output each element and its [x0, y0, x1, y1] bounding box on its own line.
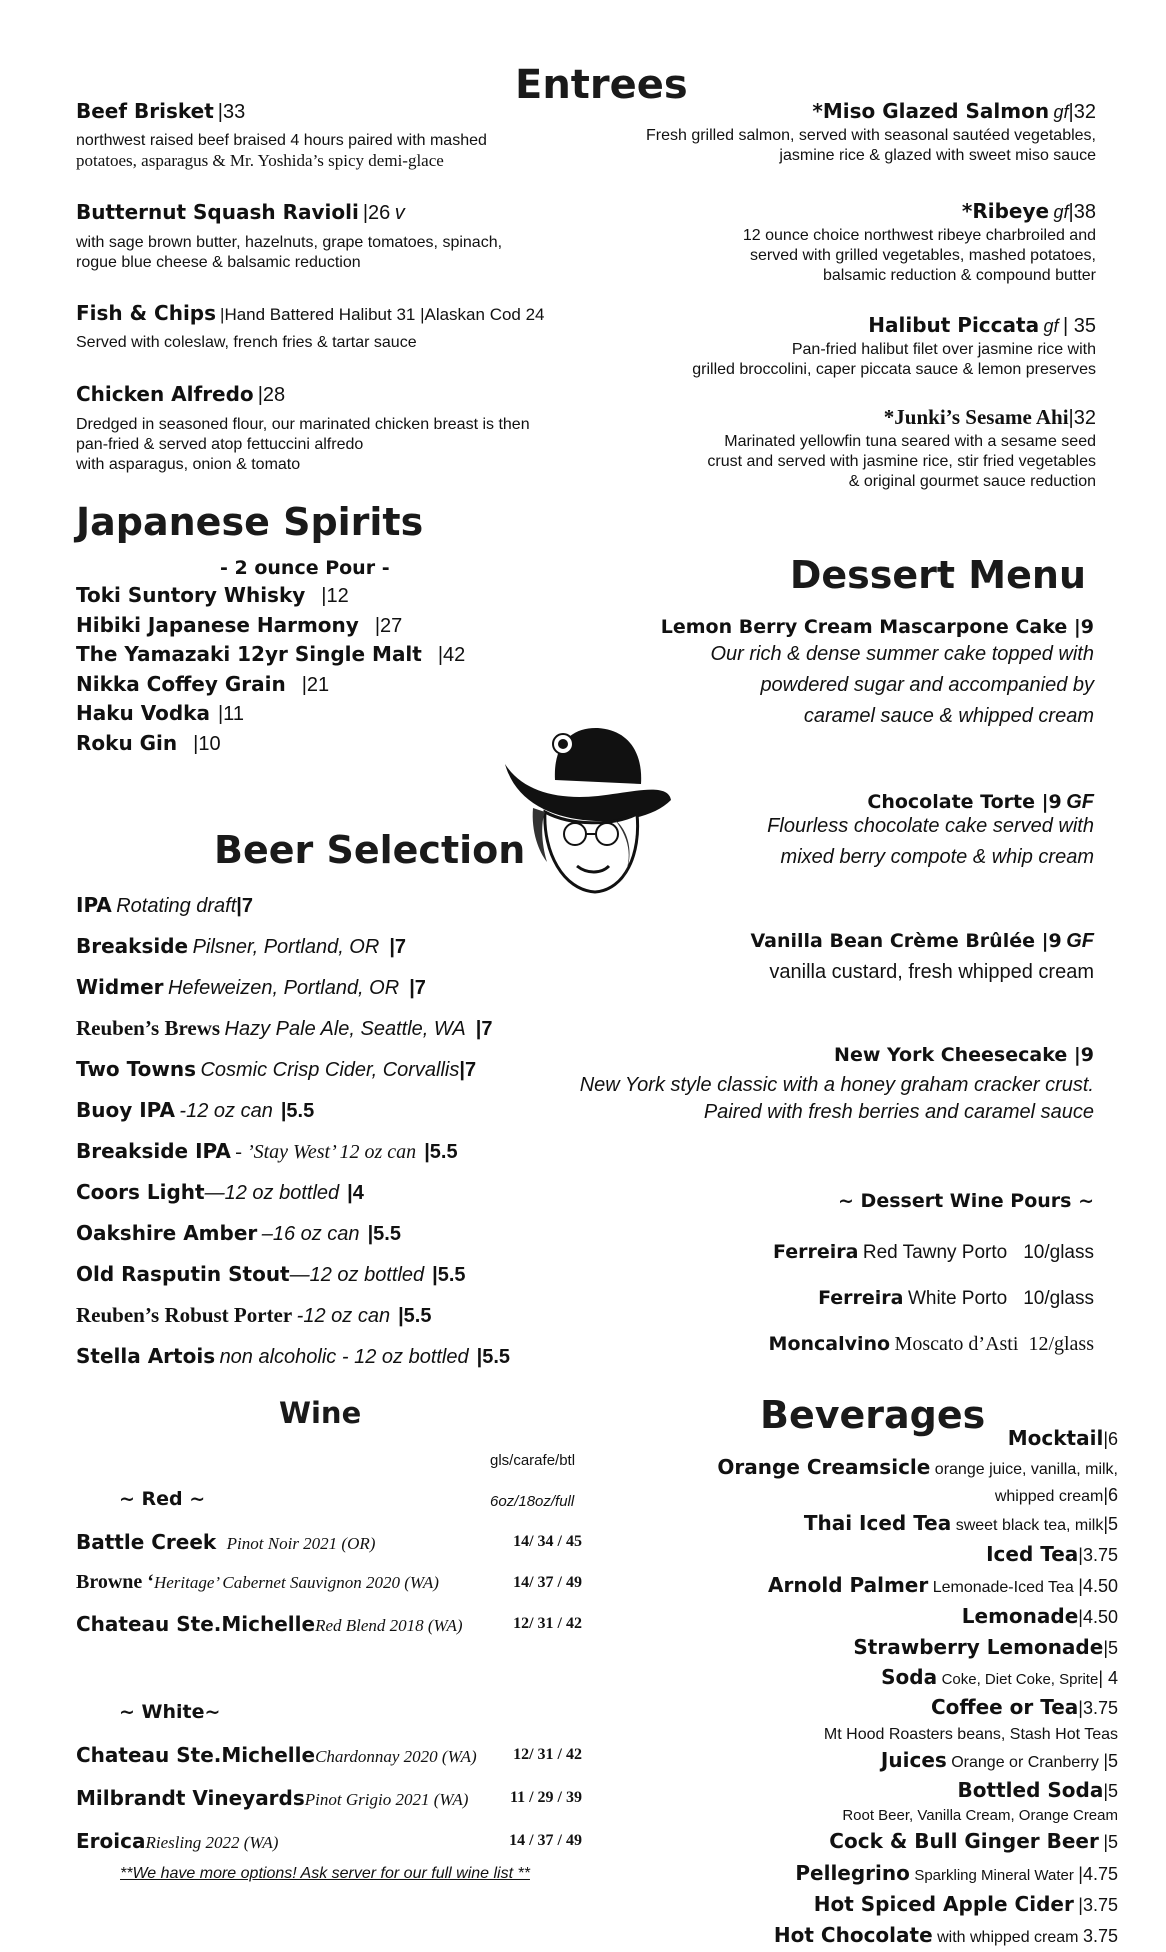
- wine-item: Milbrandt VineyardsPinot Grigio 2021 (WA) 11 / 29 / 39: [76, 1786, 582, 1810]
- spirit-item: Toki Suntory Whisky |12: [76, 583, 349, 607]
- wine-item: Chateau Ste.MichelleChardonnay 2020 (WA) 12/ 31 / 42: [76, 1743, 582, 1767]
- item-name: Chocolate Torte |9: [867, 791, 1062, 813]
- item-name: Fish & Chips: [76, 301, 217, 325]
- entrees-title: Entrees: [515, 62, 688, 108]
- item-name: Halibut Piccata: [868, 313, 1040, 337]
- dessert-wine-list: [594, 1230, 1094, 1368]
- entree-chicken-alfredo: [76, 382, 596, 475]
- item-desc: Fresh grilled salmon, served with seasonal sautéed vegetables, jasmine rice & glazed with sweet miso sauce: [645, 127, 1096, 164]
- item-name: *Miso Glazed Salmon: [812, 99, 1050, 123]
- entree-fish-chips: [76, 301, 596, 353]
- dessert-creme-brulee: [494, 930, 1094, 988]
- spirit-item: Nikka Coffey Grain |21: [76, 671, 330, 696]
- beverage-item: Mt Hood Roasters beans, Stash Hot Teas: [823, 1726, 1118, 1743]
- item-name: Beef Brisket: [76, 99, 214, 123]
- dessert-lemon-berry-cake: [494, 616, 1094, 732]
- item-price: |38: [1068, 201, 1096, 223]
- beverage-item: Arnold Palmer Lemonade-Iced Tea |4.50: [768, 1573, 1118, 1597]
- gluten-free-tag: gf: [1043, 316, 1059, 336]
- beverage-item: Bottled Soda|5: [957, 1778, 1118, 1802]
- beer-item: Reuben’s Robust Porter -12 oz can |5.5: [76, 1303, 432, 1327]
- beverages-list: [658, 1425, 1118, 1952]
- item-desc: Served with coleslaw, french fries & tartar sauce: [76, 334, 417, 351]
- beer-item: Old Rasputin Stout—12 oz bottled |5.5: [76, 1262, 466, 1286]
- wine-item: Chateau Ste.MichelleRed Blend 2018 (WA) 12/ 31 / 42: [76, 1612, 582, 1636]
- gluten-free-tag: gf: [1053, 202, 1069, 222]
- beverage-item: Juices Orange or Cranberry |5: [880, 1748, 1118, 1772]
- dessert-ny-cheesecake: [494, 1044, 1094, 1126]
- wine-list-footer: **We have more options! Ask server for our full wine list **: [120, 1865, 530, 1882]
- dessert-wine-item: Ferreira Red Tawny Porto 10/glass: [772, 1241, 1094, 1263]
- wine-item: Browne ‘Heritage’ Cabernet Sauvignon 2020 (WA) 14/ 37 / 49: [76, 1571, 582, 1593]
- item-desc: Our rich & dense summer cake topped with powdered sugar and accompanied by caramel sauce & whipped cream: [710, 643, 1094, 727]
- dessert-title: Dessert Menu: [789, 553, 1086, 597]
- dessert-wine-title: ~ Dessert Wine Pours ~: [838, 1190, 1094, 1212]
- spirits-pour-size: - 2 ounce Pour -: [220, 557, 390, 579]
- item-price: |28: [257, 384, 286, 406]
- spirits-title: Japanese Spirits: [76, 500, 424, 544]
- spirit-item: Haku Vodka |11: [76, 701, 244, 725]
- beer-title: Beer Selection: [214, 828, 526, 872]
- entree-sesame-ahi: [536, 405, 1096, 492]
- dessert-wine-item: Moncalvino Moscato d’Asti 12/glass: [768, 1333, 1094, 1355]
- gluten-free-tag: gf: [1053, 102, 1069, 122]
- beverage-item: Soda Coke, Diet Coke, Sprite| 4: [881, 1665, 1118, 1689]
- gluten-free-tag: GF: [1066, 791, 1094, 813]
- spirit-item: Hibiki Japanese Harmony |27: [76, 612, 403, 637]
- beverage-item: Thai Iced Tea sweet black tea, milk|5: [803, 1511, 1118, 1535]
- spirit-item: Roku Gin |10: [76, 730, 221, 755]
- spirits-list: [76, 582, 465, 759]
- item-desc: vanilla custard, fresh whipped cream: [769, 961, 1094, 983]
- beer-item: Buoy IPA -12 oz can |5.5: [76, 1098, 315, 1122]
- item-desc: northwest raised beef braised 4 hours paired with mashed potatoes, asparagus & Mr. Yoshida’s spicy demi-glace: [76, 132, 487, 170]
- item-price: |Hand Battered Halibut 31 |Alaskan Cod 24: [220, 305, 545, 324]
- dessert-wine-item: Ferreira White Porto 10/glass: [818, 1287, 1094, 1309]
- gluten-free-tag: GF: [1066, 930, 1094, 952]
- beer-list: [76, 886, 510, 1378]
- item-desc: Flourless chocolate cake served with mixed berry compote & whip cream: [767, 815, 1094, 868]
- entree-beef-brisket: [76, 99, 576, 171]
- item-name: Vanilla Bean Crème Brûlée |9: [750, 930, 1062, 952]
- beer-item: Oakshire Amber –16 oz can |5.5: [76, 1221, 401, 1245]
- beer-item: Stella Artois non alcoholic - 12 oz bottled |5.5: [76, 1344, 511, 1368]
- wine-item: EroicaRiesling 2022 (WA) 14 / 37 / 49: [76, 1829, 582, 1853]
- item-price: |33: [217, 101, 246, 123]
- entree-ribeye: [536, 199, 1096, 286]
- vegetarian-tag: v: [394, 202, 405, 224]
- item-name: *Ribeye: [961, 199, 1050, 223]
- item-desc: 12 ounce choice northwest ribeye charbroiled and served with grilled vegetables, mashed potatoes, balsamic reduction & compound butter: [742, 227, 1096, 284]
- beer-item: Coors Light—12 oz bottled |4: [76, 1180, 364, 1204]
- wine-red-title: ~ Red ~: [119, 1488, 206, 1510]
- item-price: | 35: [1063, 315, 1096, 337]
- beverage-item: Mocktail|6: [1007, 1426, 1118, 1450]
- beer-item: Breakside Pilsner, Portland, OR |7: [76, 934, 407, 958]
- item-price: |26: [362, 202, 391, 224]
- item-desc: Dredged in seasoned flour, our marinated chicken breast is then pan-fried & served atop fettuccini alfredo with asparagus, onion & tomato: [76, 416, 530, 473]
- beverage-item: Pellegrino Sparkling Mineral Water |4.75: [795, 1861, 1118, 1885]
- item-name: Butternut Squash Ravioli: [76, 200, 359, 224]
- beverage-item: Lemonade|4.50: [961, 1604, 1118, 1628]
- item-name: New York Cheesecake |9: [834, 1044, 1094, 1066]
- beverage-item: Hot Spiced Apple Cider |3.75: [813, 1892, 1118, 1916]
- beverage-item: Iced Tea|3.75: [986, 1542, 1118, 1566]
- item-name: Lemon Berry Cream Mascarpone Cake |9: [660, 616, 1094, 638]
- dessert-chocolate-torte: [494, 791, 1094, 873]
- beer-item: Reuben’s Brews Hazy Pale Ale, Seattle, WA |7: [76, 1016, 493, 1040]
- beverage-item: Orange Creamsicle orange juice, vanilla, milk,: [717, 1455, 1118, 1479]
- item-desc: Marinated yellowfin tuna seared with a sesame seed crust and served with jasmine rice, stir fried vegetables & original gourmet sauce reduction: [707, 433, 1096, 490]
- item-name: *Junki’s Sesame Ahi: [883, 405, 1069, 429]
- beer-item: Two Towns Cosmic Crisp Cider, Corvallis|7: [76, 1057, 477, 1081]
- wine-pour-sizes: 6oz/18oz/full: [490, 1493, 575, 1510]
- beverage-item: Hot Chocolate with whipped cream 3.75: [773, 1923, 1118, 1947]
- entree-butternut-ravioli: [76, 200, 576, 273]
- beverage-item: Coffee or Tea|3.75: [930, 1695, 1118, 1719]
- item-price: |32: [1068, 101, 1096, 123]
- beverage-item: Strawberry Lemonade|5: [853, 1635, 1118, 1659]
- item-desc: Pan-fried halibut filet over jasmine rice with grilled broccolini, caper piccata sauce & lemon preserves: [692, 341, 1096, 378]
- wine-white-title: ~ White~: [119, 1701, 221, 1723]
- entree-halibut-piccata: [536, 313, 1096, 380]
- beverages-title: Beverages: [760, 1393, 986, 1437]
- wine-red-list: [76, 1530, 596, 1653]
- entree-miso-salmon: [536, 99, 1096, 166]
- spirit-item: The Yamazaki 12yr Single Malt |42: [76, 642, 466, 666]
- wine-title: Wine: [279, 1396, 362, 1430]
- wine-column-header: gls/carafe/btl: [490, 1452, 576, 1469]
- beer-item: Widmer Hefeweizen, Portland, OR |7: [76, 975, 426, 999]
- beer-item: Breakside IPA - ’Stay West’ 12 oz can |5.5: [76, 1139, 458, 1163]
- item-desc: New York style classic with a honey graham cracker crust. Paired with fresh berries and caramel sauce: [579, 1074, 1094, 1123]
- beverage-item: Cock & Bull Ginger Beer |5: [829, 1829, 1118, 1853]
- wine-item: Battle Creek Pinot Noir 2021 (OR) 14/ 34 / 45: [76, 1530, 582, 1554]
- wine-white-list: [76, 1743, 596, 1872]
- beverage-item: Root Beer, Vanilla Cream, Orange Cream: [842, 1807, 1118, 1824]
- beverage-item: whipped cream|6: [994, 1485, 1118, 1505]
- beer-item: IPA Rotating draft|7: [76, 893, 253, 917]
- item-desc: with sage brown butter, hazelnuts, grape tomatoes, spinach, rogue blue cheese & balsamic reduction: [76, 234, 503, 271]
- item-price: |32: [1068, 407, 1096, 429]
- item-name: Chicken Alfredo: [76, 382, 254, 406]
